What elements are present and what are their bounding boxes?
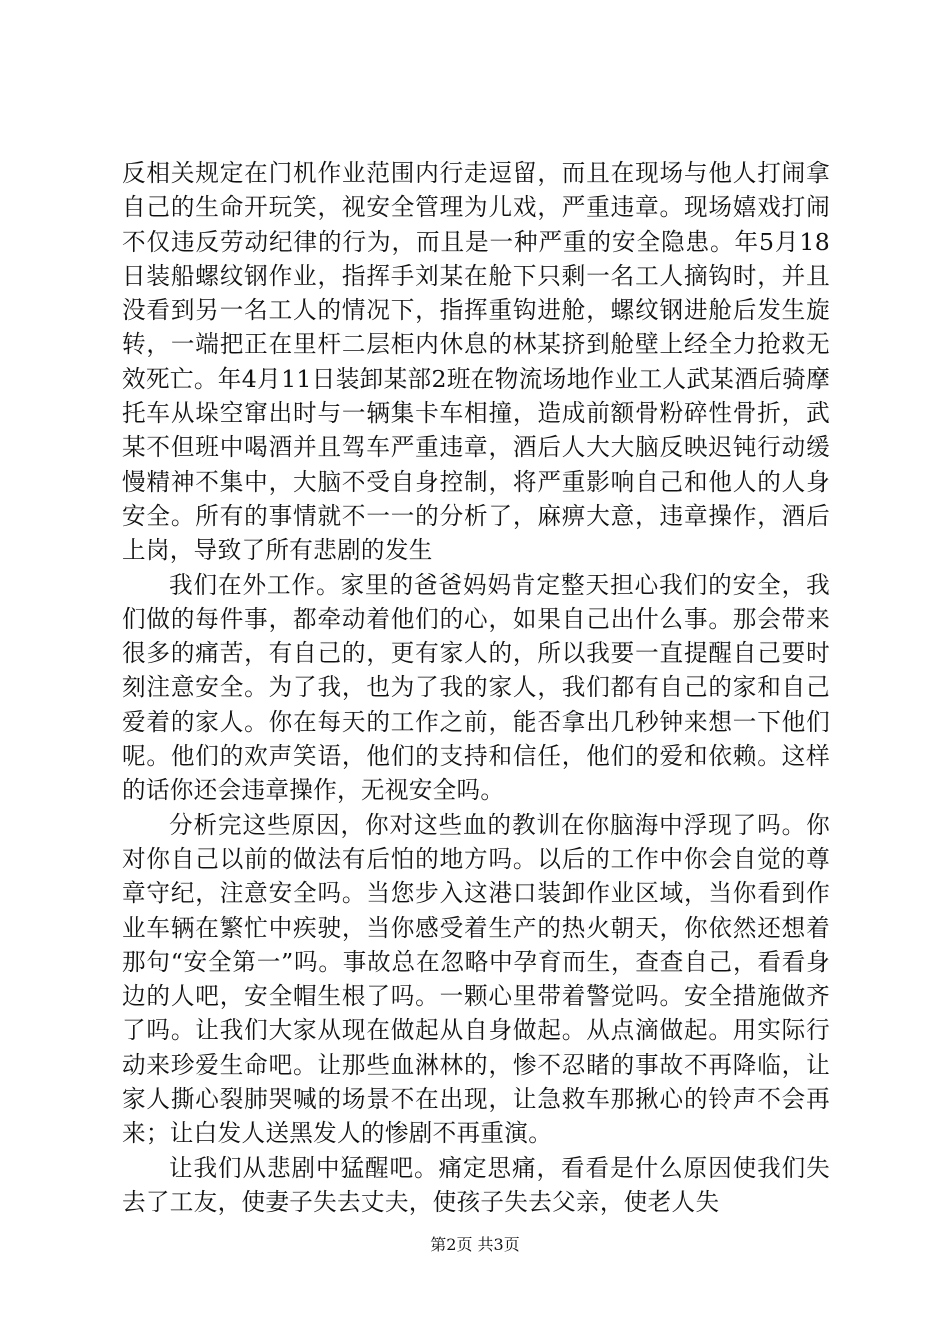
page-footer — [0, 1235, 950, 1255]
paragraph-4: 让我们从悲剧中猛醒吧。痛定思痛，看看是什么原因使我们失去了工友，使妻子失去丈夫，使孩子失去父亲，使老人失 — [122, 1153, 830, 1216]
paragraph-1: 反相关规定在门机作业范围内行走逗留，而且在现场与他人打闹拿自己的生命开玩笑，视安全管理为儿戏，严重违章。现场嬉戏打闹不仅违反劳动纪律的行为，而且是一种严重的安全隐患。年5月18日装船螺纹钢作业，指挥手刘某在舱下只剩一名工人摘钩时，并且没看到另一名工人的情况下，指挥重钩进舱，螺纹钢进舱后发生旋转，一端把正在里杆二层柜内休息的林某挤到舱壁上经全力抢救无效死亡。年4月11日装卸某部2班在物流场地作业工人武某酒后骑摩托车从垛空窜出时与一辆集卡车相撞，造成前额骨粉碎性骨折，武某不但班中喝酒并且驾车严重违章，酒后人大大脑反映迟钝行动缓慢精神不集中，大脑不受自身控制，将严重影响自己和他人的人身安全。所有的事情就不一一的分析了，麻痹大意，违章操作，酒后上岗，导致了所有悲剧的发生 — [122, 159, 830, 565]
page-number: 第2页 共3页 — [430, 1235, 520, 1254]
document-body — [122, 156, 830, 1219]
paragraph-2: 我们在外工作。家里的爸爸妈妈肯定整天担心我们的安全，我们做的每件事，都牵动着他们的心，如果自己出什么事。那会带来很多的痛苦，有自己的，更有家人的，所以我要一直提醒自己要时刻注意安全。为了我，也为了我的家人，我们都有自己的家和自己爱着的家人。你在每天的工作之前，能否拿出几秒钟来想一下他们呢。他们的欢声笑语，他们的支持和信任，他们的爱和依赖。这样的话你还会违章操作，无视安全吗。 — [122, 570, 830, 805]
paragraph-3: 分析完这些原因，你对这些血的教训在你脑海中浮现了吗。你对你自己以前的做法有后怕的地方吗。以后的工作中你会自觉的尊章守纪，注意安全吗。当您步入这港口装卸作业区域，当你看到作业车辆在繁忙中疾驶，当你感受着生产的热火朝天，你依然还想着那句“安全第一”吗。事故总在忽略中孕育而生，查查自己，看看身边的人吧，安全帽生根了吗。一颗心里带着警觉吗。安全措施做齐了吗。让我们大家从现在做起从自身做起。从点滴做起。用实际行动来珍爱生命吧。让那些血淋林的，惨不忍睹的事故不再降临，让家人撕心裂肺哭喊的场景不在出现，让急救车那揪心的铃声不会再来；让白发人送黑发人的惨剧不再重演。 — [122, 810, 830, 1148]
